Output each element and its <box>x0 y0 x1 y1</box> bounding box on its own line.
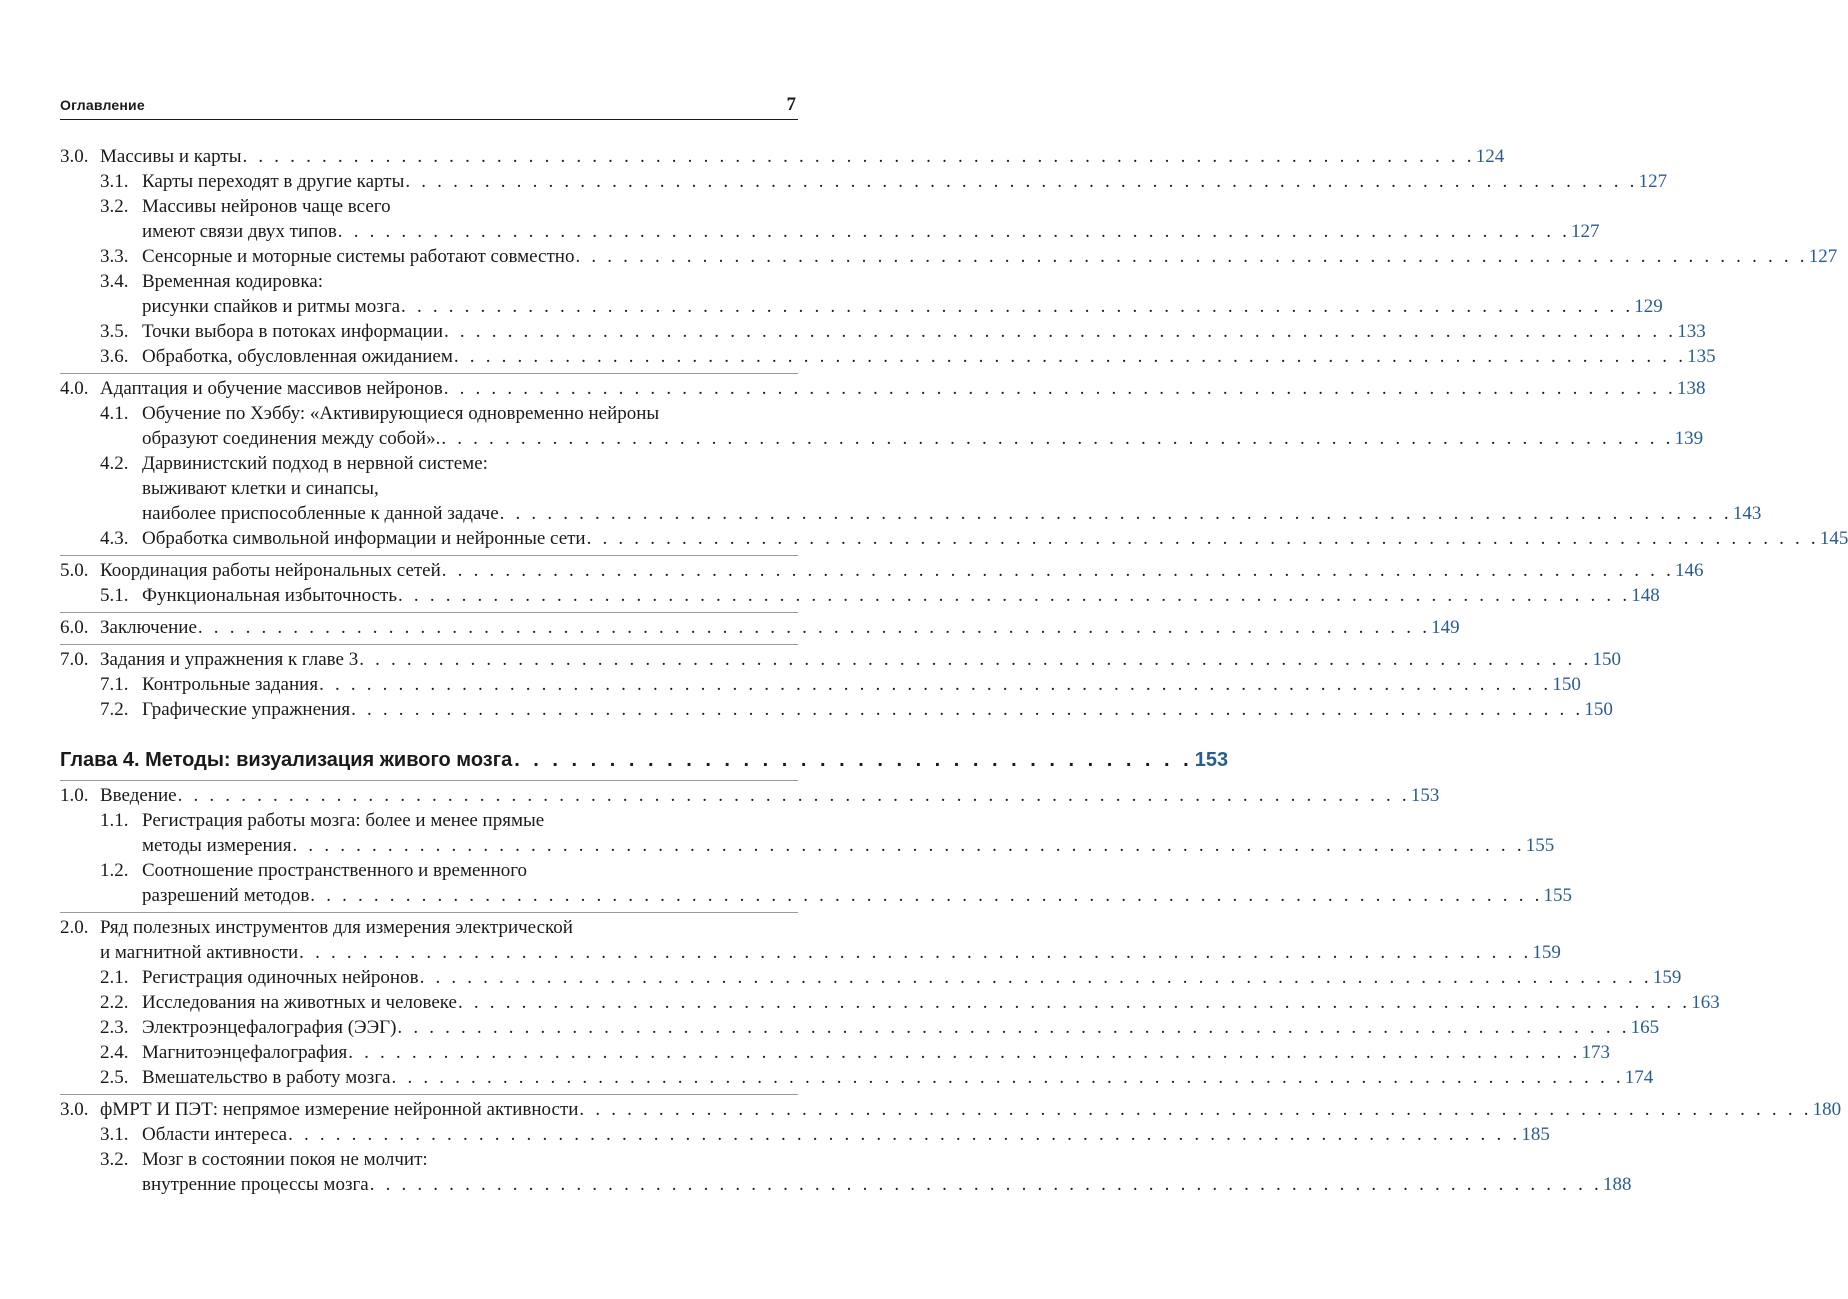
entry-title: Ряд полезных инструментов для измерения электрической <box>100 917 573 938</box>
entry-number: 3.5. <box>100 321 129 342</box>
entry-number: 7.2. <box>100 699 129 720</box>
section-separator <box>60 612 798 613</box>
entry-line <box>142 244 1838 269</box>
entry-body <box>142 1122 1550 1147</box>
entry-line <box>142 194 798 219</box>
toc-subsection-entry <box>60 194 1600 244</box>
entry-line <box>100 615 1460 640</box>
entry-body <box>142 1015 1660 1040</box>
entry-body <box>142 672 1581 697</box>
table-of-contents <box>60 144 1848 1197</box>
toc-subsection-entry <box>60 1065 1654 1090</box>
entry-line <box>100 558 1704 583</box>
dot-leader: . . . . . . . . . . . . . . . . . . . . . . . . . . . . . . . . . . . . . . . . . . . . . . . . . . . . . . . . . . . . . . . . . . . . . . . . . . . . . . <box>579 1099 1812 1120</box>
entry-line <box>142 883 1573 908</box>
toc-section-entry <box>60 1097 1842 1122</box>
entry-page-number: 139 <box>1674 428 1704 449</box>
entry-title: образуют соединения между собой». <box>142 428 441 449</box>
entry-line <box>142 526 1848 551</box>
section-separator <box>60 1094 798 1095</box>
entry-line <box>100 647 1621 672</box>
entry-line <box>100 940 1561 965</box>
entry-title: Координация работы нейрональных сетей <box>100 560 441 581</box>
entry-body <box>142 526 1848 551</box>
toc-section-entry <box>60 558 1704 583</box>
toc-subsection-entry <box>60 965 1682 990</box>
entry-line <box>100 1097 1842 1122</box>
entry-number: 4.0. <box>60 378 89 399</box>
dot-leader: . . . . . . . . . . . . . . . . . . . . . . . . . . . . . . . . . . . . . . . . . . . . . . . . . . . . . . . . . . . . . . . . . . . . . . . . . . . . . . <box>586 528 1819 549</box>
dot-leader: . . . . . . . . . . . . . . . . . . . . . . . . . . . . . . . . . . . . . . . . . . . . . . . . . . . . . . . . . . . . . . . . . . . . . . . . . . . . . . <box>458 992 1691 1013</box>
toc-subsection-entry <box>60 697 1613 722</box>
entry-title: Регистрация одиночных нейронов <box>142 967 419 988</box>
entry-number: 5.1. <box>100 585 129 606</box>
entry-page-number: 163 <box>1691 992 1720 1013</box>
entry-page-number: 143 <box>1732 503 1762 524</box>
entry-page-number: 127 <box>1808 246 1838 267</box>
entry-body <box>142 1147 1632 1197</box>
dot-leader: . . . . . . . . . . . . . . . . . . . . . . . . . . . . . . . . . . . . <box>514 749 1193 771</box>
entry-title: Исследования на животных и человеке <box>142 992 457 1013</box>
entry-line <box>142 1065 1654 1090</box>
entry-title: Магнитоэнцефалография <box>142 1042 348 1063</box>
entry-body <box>142 319 1706 344</box>
entry-number: 3.0. <box>60 1099 89 1120</box>
chapter-heading <box>60 746 1229 774</box>
entry-title: Регистрация работы мозга: более и менее прямые <box>142 810 545 831</box>
entry-body <box>100 915 1561 965</box>
section-separator <box>60 912 798 913</box>
dot-leader: . . . . . . . . . . . . . . . . . . . . . . . . . . . . . . . . . . . . . . . . . . . . . . . . . . . . . . . . . . . . . . . . . . . . . . . . . . . . . . <box>444 321 1677 342</box>
entry-line <box>100 144 1505 169</box>
entry-body <box>100 558 1704 583</box>
toc-subsection-entry <box>60 1147 1632 1197</box>
dot-leader: . . . . . . . . . . . . . . . . . . . . . . . . . . . . . . . . . . . . . . . . . . . . . . . . . . . . . . . . . . . . . . . . . . . . . . . . . . . . . . <box>398 585 1631 606</box>
entry-line <box>142 833 1555 858</box>
entry-title: Мозг в состоянии покоя не молчит: <box>142 1149 428 1170</box>
dot-leader: . . . . . . . . . . . . . . . . . . . . . . . . . . . . . . . . . . . . . . . . . . . . . . . . . . . . . . . . . . . . . . . . . . . . . . . . . . . . . . <box>242 146 1475 167</box>
entry-line <box>142 697 1613 722</box>
entry-number: 7.1. <box>100 674 129 695</box>
toc-subsection-entry <box>60 344 1716 369</box>
dot-leader: . . . . . . . . . . . . . . . . . . . . . . . . . . . . . . . . . . . . . . . . . . . . . . . . . . . . . . . . . . . . . . . . . . . . . . . . . . . . . . <box>337 221 1571 242</box>
entry-body <box>142 194 1600 244</box>
entry-number: 2.2. <box>100 992 129 1013</box>
entry-body <box>100 647 1621 672</box>
toc-section-entry <box>60 615 1460 640</box>
entry-line <box>142 583 1660 608</box>
entry-body <box>142 965 1682 990</box>
entry-page-number: 185 <box>1521 1124 1550 1145</box>
entry-number: 2.0. <box>60 917 89 938</box>
entry-line <box>142 426 1704 451</box>
entry-title: Обучение по Хэббу: «Активирующиеся одновременно нейроны <box>142 403 660 424</box>
dot-leader: . . . . . . . . . . . . . . . . . . . . . . . . . . . . . . . . . . . . . . . . . . . . . . . . . . . . . . . . . . . . . . . . . . . . . . . . . . . . . . <box>359 649 1592 670</box>
toc-section-entry <box>60 915 1561 965</box>
entry-body <box>142 990 1720 1015</box>
running-header <box>60 94 798 120</box>
entry-title: Задания и упражнения к главе 3 <box>100 649 359 670</box>
toc-subsection-entry <box>60 990 1720 1015</box>
toc-subsection-entry <box>60 319 1706 344</box>
entry-number: 3.2. <box>100 1149 129 1170</box>
entry-line <box>142 501 1762 526</box>
entry-title: и магнитной активности <box>100 942 299 963</box>
toc-subsection-entry <box>60 1040 1610 1065</box>
dot-leader: . . . . . . . . . . . . . . . . . . . . . . . . . . . . . . . . . . . . . . . . . . . . . . . . . . . . . . . . . . . . . . . . . . . . . . . . . . . . . . <box>197 617 1431 638</box>
entry-title: Графические упражнения <box>142 699 351 720</box>
dot-leader: . . . . . . . . . . . . . . . . . . . . . . . . . . . . . . . . . . . . . . . . . . . . . . . . . . . . . . . . . . . . . . . . . . . . . . . . . . . . . . <box>575 246 1808 267</box>
dot-leader: . . . . . . . . . . . . . . . . . . . . . . . . . . . . . . . . . . . . . . . . . . . . . . . . . . . . . . . . . . . . . . . . . . . . . . . . . . . . . . <box>351 699 1584 720</box>
entry-line <box>142 169 1668 194</box>
dot-leader: . . . . . . . . . . . . . . . . . . . . . . . . . . . . . . . . . . . . . . . . . . . . . . . . . . . . . . . . . . . . . . . . . . . . . . . . . . . . . . <box>348 1042 1581 1063</box>
toc-subsection-entry <box>60 1015 1660 1040</box>
dot-leader: . . . . . . . . . . . . . . . . . . . . . . . . . . . . . . . . . . . . . . . . . . . . . . . . . . . . . . . . . . . . . . . . . . . . . . . . . . . . . . <box>401 296 1634 317</box>
entry-title: Массивы нейронов чаще всего <box>142 196 391 217</box>
toc-section-entry <box>60 647 1621 672</box>
entry-number: 3.4. <box>100 271 129 292</box>
entry-line <box>142 1122 1550 1147</box>
entry-body <box>142 269 1663 319</box>
entry-body <box>142 583 1660 608</box>
entry-line <box>142 965 1682 990</box>
entry-title: выживают клетки и синапсы, <box>142 478 379 499</box>
entry-title: Функциональная избыточность <box>142 585 398 606</box>
entry-body <box>142 808 1555 858</box>
entry-number: 3.1. <box>100 1124 129 1145</box>
toc-subsection-entry <box>60 526 1848 551</box>
dot-leader: . . . . . . . . . . . . . . . . . . . . . . . . . . . . . . . . . . . . . . . . . . . . . . . . . . . . . . . . . . . . . . . . . . . . . . . . . . . . . . <box>419 967 1652 988</box>
toc-subsection-entry <box>60 269 1663 319</box>
entry-line <box>142 990 1720 1015</box>
entry-body <box>100 144 1505 169</box>
entry-title: Адаптация и обучение массивов нейронов <box>100 378 443 399</box>
entry-number: 2.5. <box>100 1067 129 1088</box>
toc-section-entry <box>60 376 1706 401</box>
entry-page-number: 155 <box>1525 835 1555 856</box>
entry-line <box>142 269 798 294</box>
toc-subsection-entry <box>60 451 1762 526</box>
entry-number: 4.1. <box>100 403 129 424</box>
entry-line <box>142 858 798 883</box>
entry-line <box>100 376 1706 401</box>
entry-title: разрешений методов <box>142 885 310 906</box>
entry-body <box>142 697 1613 722</box>
entry-page-number: 180 <box>1812 1099 1842 1120</box>
entry-title: Карты переходят в другие карты <box>142 171 405 192</box>
dot-leader: . . . . . . . . . . . . . . . . . . . . . . . . . . . . . . . . . . . . . . . . . . . . . . . . . . . . . . . . . . . . . . . . . . . . . . . . . . . . . . <box>441 428 1674 449</box>
entry-title: Дарвинистский подход в нервной системе: <box>142 453 488 474</box>
entry-line <box>142 344 1716 369</box>
entry-number: 2.4. <box>100 1042 129 1063</box>
entry-body <box>100 376 1706 401</box>
entry-number: 1.1. <box>100 810 129 831</box>
entry-body <box>142 858 1573 908</box>
entry-line <box>142 476 798 501</box>
entry-number: 3.6. <box>100 346 129 367</box>
entry-line <box>142 1040 1610 1065</box>
entry-title: Контрольные задания <box>142 674 319 695</box>
entry-title: Обработка, обусловленная ожиданием <box>142 346 453 367</box>
entry-line <box>142 294 1663 319</box>
entry-line <box>100 915 798 940</box>
entry-page-number: 124 <box>1475 146 1505 167</box>
entry-line <box>100 783 1440 808</box>
entry-number: 3.1. <box>100 171 129 192</box>
toc-subsection-entry <box>60 169 1668 194</box>
entry-title: имеют связи двух типов <box>142 221 337 242</box>
entry-number: 2.1. <box>100 967 129 988</box>
dot-leader: . . . . . . . . . . . . . . . . . . . . . . . . . . . . . . . . . . . . . . . . . . . . . . . . . . . . . . . . . . . . . . . . . . . . . . . . . . . . . . <box>319 674 1552 695</box>
entry-title: рисунки спайков и ритмы мозга <box>142 296 401 317</box>
entry-page-number: 150 <box>1552 674 1581 695</box>
entry-body <box>142 451 1762 526</box>
entry-number: 3.3. <box>100 246 129 267</box>
toc-subsection-entry <box>60 808 1555 858</box>
entry-page-number: 146 <box>1675 560 1704 581</box>
entry-line <box>142 808 798 833</box>
entry-title: Временная кодировка: <box>142 271 324 292</box>
toc-section-entry <box>60 783 1440 808</box>
dot-leader: . . . . . . . . . . . . . . . . . . . . . . . . . . . . . . . . . . . . . . . . . . . . . . . . . . . . . . . . . . . . . . . . . . . . . . . . . . . . . . <box>177 785 1410 806</box>
entry-body <box>142 344 1716 369</box>
entry-title: Электроэнцефалография (ЭЭГ) <box>142 1017 397 1038</box>
entry-page-number: 173 <box>1581 1042 1610 1063</box>
entry-page-number: 135 <box>1687 346 1716 367</box>
entry-page-number: 127 <box>1638 171 1668 192</box>
entry-title: Точки выбора в потоках информации <box>142 321 443 342</box>
entry-line <box>142 1147 798 1172</box>
entry-body <box>142 1065 1654 1090</box>
entry-body <box>100 1097 1842 1122</box>
entry-page-number: 127 <box>1571 221 1600 242</box>
entry-title: внутренние процессы мозга <box>142 1174 369 1195</box>
entry-page-number: 174 <box>1624 1067 1654 1088</box>
entry-title: Введение <box>100 785 177 806</box>
entry-body <box>100 783 1440 808</box>
entry-page-number: 188 <box>1602 1174 1632 1195</box>
entry-page-number: 153 <box>1410 785 1440 806</box>
entry-title: Вмешательство в работу мозга <box>142 1067 391 1088</box>
entry-line <box>142 319 1706 344</box>
section-separator <box>60 780 798 781</box>
entry-page-number: 150 <box>1584 699 1613 720</box>
entry-body <box>142 244 1838 269</box>
dot-leader: . . . . . . . . . . . . . . . . . . . . . . . . . . . . . . . . . . . . . . . . . . . . . . . . . . . . . . . . . . . . . . . . . . . . . . . . . . . . . . <box>369 1174 1602 1195</box>
entry-number: 6.0. <box>60 617 89 638</box>
entry-body <box>100 615 1460 640</box>
toc-subsection-entry <box>60 583 1660 608</box>
entry-page-number: 165 <box>1630 1017 1660 1038</box>
entry-title: Массивы и карты <box>100 146 242 167</box>
entry-body <box>142 1040 1610 1065</box>
entry-number: 3.2. <box>100 196 129 217</box>
toc-subsection-entry <box>60 1122 1550 1147</box>
toc-subsection-entry <box>60 244 1838 269</box>
entry-line <box>142 1015 1660 1040</box>
dot-leader: . . . . . . . . . . . . . . . . . . . . . . . . . . . . . . . . . . . . . . . . . . . . . . . . . . . . . . . . . . . . . . . . . . . . . . . . . . . . . . <box>441 560 1675 581</box>
dot-leader: . . . . . . . . . . . . . . . . . . . . . . . . . . . . . . . . . . . . . . . . . . . . . . . . . . . . . . . . . . . . . . . . . . . . . . . . . . . . . . <box>391 1067 1624 1088</box>
entry-number: 2.3. <box>100 1017 129 1038</box>
entry-title: Заключение <box>100 617 197 638</box>
entry-line <box>142 401 798 426</box>
entry-line <box>142 672 1581 697</box>
entry-line <box>142 219 1600 244</box>
dot-leader: . . . . . . . . . . . . . . . . . . . . . . . . . . . . . . . . . . . . . . . . . . . . . . . . . . . . . . . . . . . . . . . . . . . . . . . . . . . . . . <box>499 503 1732 524</box>
entry-page-number: 148 <box>1631 585 1660 606</box>
entry-number: 4.3. <box>100 528 129 549</box>
dot-leader: . . . . . . . . . . . . . . . . . . . . . . . . . . . . . . . . . . . . . . . . . . . . . . . . . . . . . . . . . . . . . . . . . . . . . . . . . . . . . . <box>288 1124 1521 1145</box>
section-separator <box>60 644 798 645</box>
dot-leader: . . . . . . . . . . . . . . . . . . . . . . . . . . . . . . . . . . . . . . . . . . . . . . . . . . . . . . . . . . . . . . . . . . . . . . . . . . . . . . <box>310 885 1543 906</box>
dot-leader: . . . . . . . . . . . . . . . . . . . . . . . . . . . . . . . . . . . . . . . . . . . . . . . . . . . . . . . . . . . . . . . . . . . . . . . . . . . . . . <box>405 171 1638 192</box>
section-separator <box>60 555 798 556</box>
dot-leader: . . . . . . . . . . . . . . . . . . . . . . . . . . . . . . . . . . . . . . . . . . . . . . . . . . . . . . . . . . . . . . . . . . . . . . . . . . . . . . <box>299 942 1532 963</box>
dot-leader: . . . . . . . . . . . . . . . . . . . . . . . . . . . . . . . . . . . . . . . . . . . . . . . . . . . . . . . . . . . . . . . . . . . . . . . . . . . . . . <box>397 1017 1630 1038</box>
entry-page-number: 155 <box>1543 885 1573 906</box>
dot-leader: . . . . . . . . . . . . . . . . . . . . . . . . . . . . . . . . . . . . . . . . . . . . . . . . . . . . . . . . . . . . . . . . . . . . . . . . . . . . . . <box>292 835 1525 856</box>
section-separator <box>60 373 798 374</box>
entry-body <box>142 169 1668 194</box>
entry-title: Области интереса <box>142 1124 288 1145</box>
entry-title: фМРТ И ПЭТ: непрямое измерение нейронной активности <box>100 1099 579 1120</box>
toc-subsection-entry <box>60 672 1581 697</box>
entry-number: 7.0. <box>60 649 89 670</box>
entry-number: 4.2. <box>100 453 129 474</box>
entry-title: Обработка символьной информации и нейронные сети <box>142 528 586 549</box>
entry-line <box>142 451 798 476</box>
page-number: 7 <box>786 94 796 115</box>
entry-page-number: 159 <box>1652 967 1682 988</box>
dot-leader: . . . . . . . . . . . . . . . . . . . . . . . . . . . . . . . . . . . . . . . . . . . . . . . . . . . . . . . . . . . . . . . . . . . . . . . . . . . . . . <box>453 346 1687 367</box>
entry-page-number: 159 <box>1532 942 1561 963</box>
toc-subsection-entry <box>60 858 1573 908</box>
entry-title: Соотношение пространственного и временного <box>142 860 528 881</box>
chapter-title: Глава 4. Методы: визуализация живого мозга <box>60 749 513 771</box>
entry-page-number: 133 <box>1677 321 1706 342</box>
toc-subsection-entry <box>60 401 1704 451</box>
entry-number: 1.0. <box>60 785 89 806</box>
entry-title: методы измерения <box>142 835 292 856</box>
dot-leader: . . . . . . . . . . . . . . . . . . . . . . . . . . . . . . . . . . . . . . . . . . . . . . . . . . . . . . . . . . . . . . . . . . . . . . . . . . . . . . <box>443 378 1676 399</box>
running-title: Оглавление <box>60 97 145 113</box>
entry-page-number: 150 <box>1592 649 1621 670</box>
entry-number: 1.2. <box>100 860 129 881</box>
entry-number: 5.0. <box>60 560 89 581</box>
chapter-page-number: 153 <box>1194 749 1229 771</box>
entry-body <box>142 401 1704 451</box>
entry-title: Сенсорные и моторные системы работают совместно <box>142 246 575 267</box>
entry-page-number: 129 <box>1634 296 1663 317</box>
entry-title: наиболее приспособленные к данной задаче <box>142 503 499 524</box>
entry-line <box>142 1172 1632 1197</box>
entry-page-number: 138 <box>1676 378 1706 399</box>
entry-number: 3.0. <box>60 146 89 167</box>
entry-page-number: 145 <box>1819 528 1848 549</box>
entry-page-number: 149 <box>1431 617 1460 638</box>
toc-section-entry <box>60 144 1505 169</box>
